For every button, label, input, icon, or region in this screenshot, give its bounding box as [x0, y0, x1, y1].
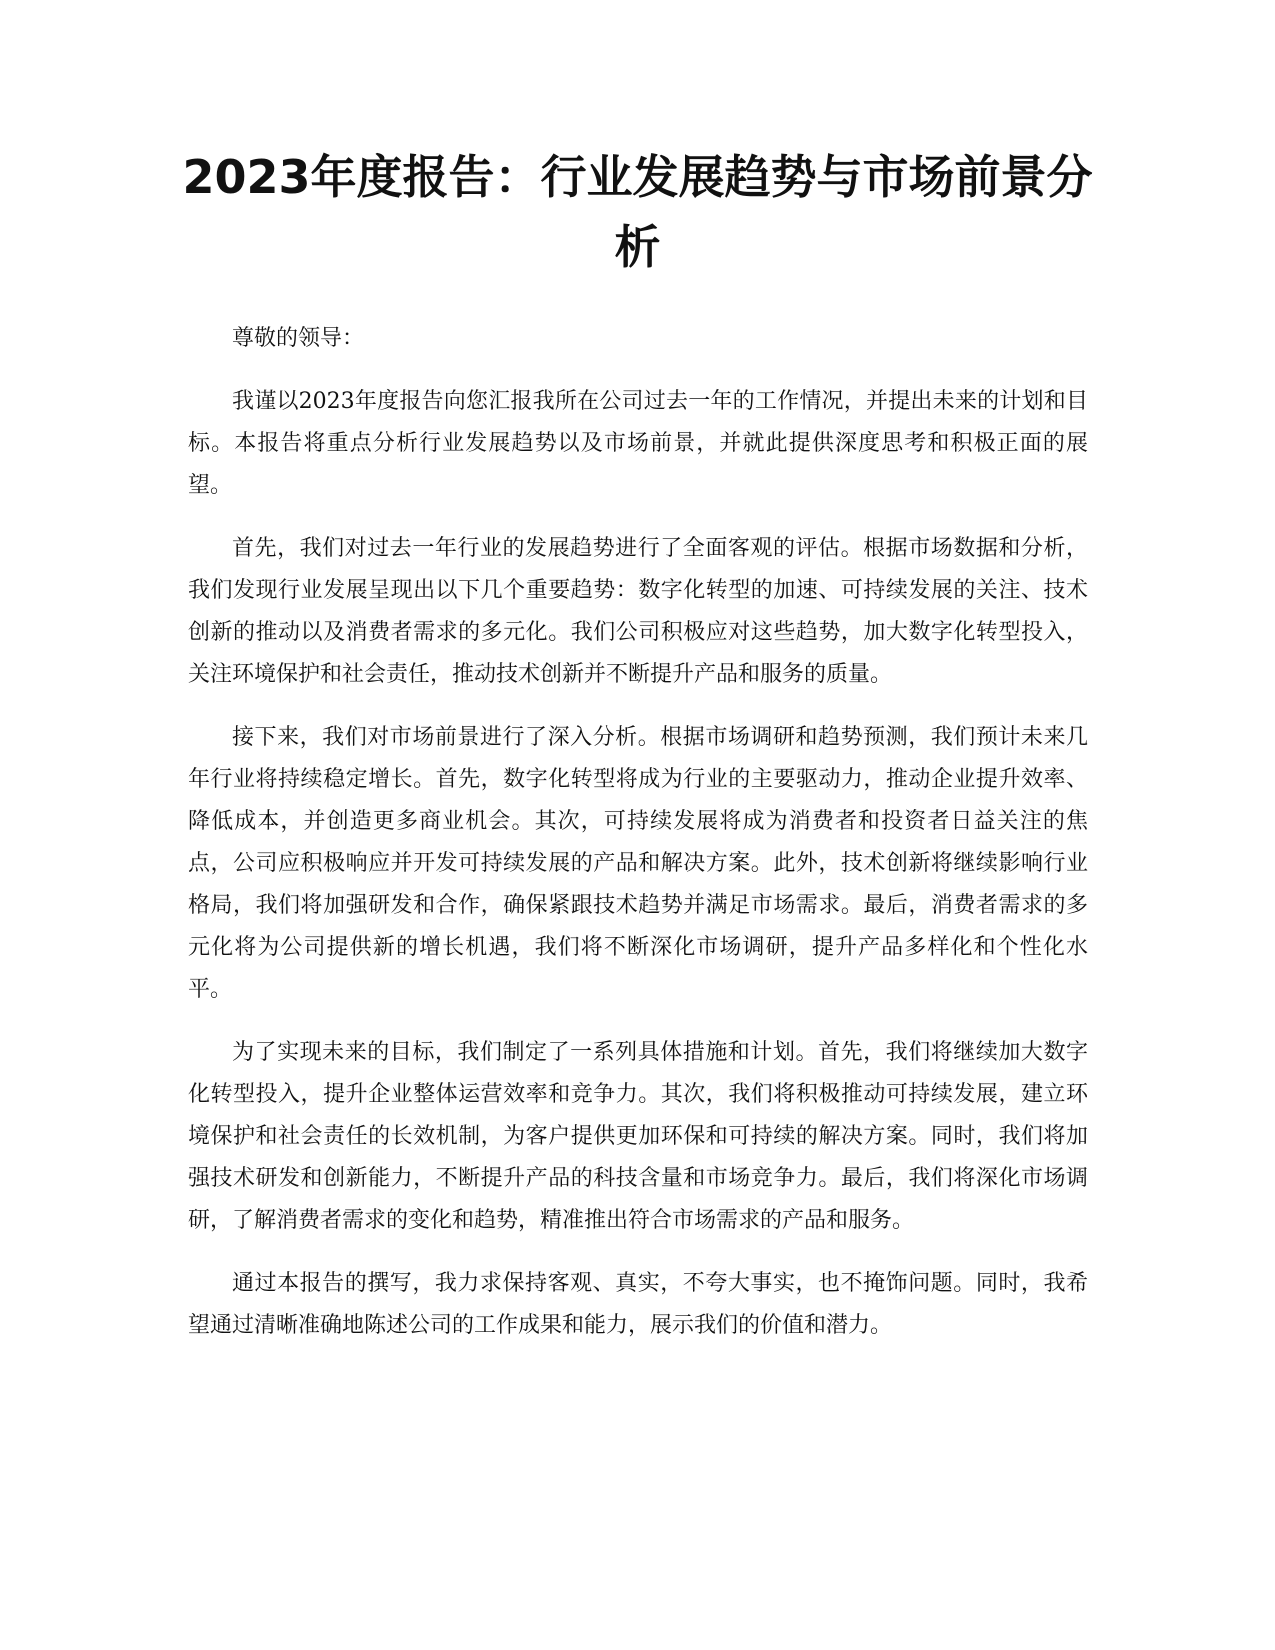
paragraph: 首先，我们对过去一年行业的发展趋势进行了全面客观的评估。根据市场数据和分析，我们发现行业发展呈现出以下几个重要趋势：数字化转型的加速、可持续发展的关注、技术创新的推动以及消费者需求的多元化。我们公司积极应对这些趋势，加大数字化转型投入，关注环境保护和社会责任，推动技术创新并不断提升产品和服务的质量。	[188, 536, 1088, 687]
document-body	[188, 318, 1088, 1368]
paragraph: 通过本报告的撰写，我力求保持客观、真实，不夸大事实，也不掩饰问题。同时，我希望通过清晰准确地陈述公司的工作成果和能力，展示我们的价值和潜力。	[188, 1271, 1088, 1338]
paragraph: 为了实现未来的目标，我们制定了一系列具体措施和计划。首先，我们将继续加大数字化转型投入，提升企业整体运营效率和竞争力。其次，我们将积极推动可持续发展，建立环境保护和社会责任的长效机制，为客户提供更加环保和可持续的解决方案。同时，我们将加强技术研发和创新能力，不断提升产品的科技含量和市场竞争力。最后，我们将深化市场调研，了解消费者需求的变化和趋势，精准推出符合市场需求的产品和服务。	[188, 1040, 1088, 1233]
paragraph: 我谨以2023年度报告向您汇报我所在公司过去一年的工作情况，并提出未来的计划和目标。本报告将重点分析行业发展趋势以及市场前景，并就此提供深度思考和积极正面的展望。	[188, 389, 1088, 498]
document-title: 2023年度报告：行业发展趋势与市场前景分析	[182, 150, 1093, 274]
paragraph: 接下来，我们对市场前景进行了深入分析。根据市场调研和趋势预测，我们预计未来几年行业将持续稳定增长。首先，数字化转型将成为行业的主要驱动力，推动企业提升效率、降低成本，并创造更多商业机会。其次，可持续发展将成为消费者和投资者日益关注的焦点，公司应积极响应并开发可持续发展的产品和解决方案。此外，技术创新将继续影响行业格局，我们将加强研发和合作，确保紧跟技术趋势并满足市场需求。最后，消费者需求的多元化将为公司提供新的增长机遇，我们将不断深化市场调研，提升产品多样化和个性化水平。	[188, 725, 1088, 1002]
salutation: 尊敬的领导：	[232, 326, 365, 351]
